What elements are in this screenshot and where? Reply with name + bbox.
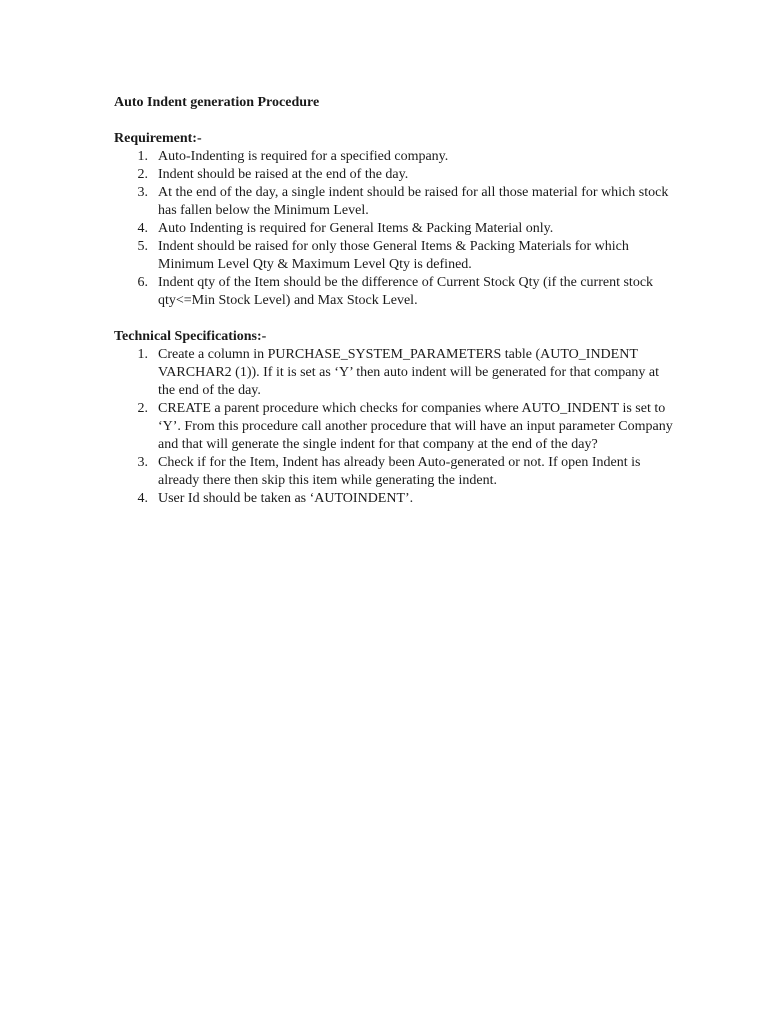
technical-heading: Technical Specifications:- <box>114 329 267 344</box>
item-text: User Id should be taken as ‘AUTOINDENT’. <box>158 491 414 506</box>
item-number: 6. <box>137 275 148 290</box>
item-text: Create a column in PURCHASE_SYSTEM_PARAMETERS table (AUTO_INDENT VARCHAR2 (1)). If it is set as ‘Y’ then auto indent will be generated for that company at the end of the day. <box>158 347 660 398</box>
list-item <box>114 400 674 454</box>
list-item <box>114 166 674 184</box>
item-text: Indent should be raised for only those General Items & Packing Materials for which Minimum Level Qty & Maximum Level Qty is defined. <box>158 239 629 272</box>
document-title: Auto Indent generation Procedure <box>114 95 320 110</box>
item-text: At the end of the day, a single indent should be raised for all those material for which stock has fallen below the Minimum Level. <box>158 185 669 218</box>
item-number: 1. <box>137 347 148 362</box>
item-text: Auto-Indenting is required for a specified company. <box>158 149 449 164</box>
requirement-list <box>114 148 674 310</box>
item-number: 2. <box>137 401 148 416</box>
list-item <box>114 220 674 238</box>
item-number: 3. <box>137 455 148 470</box>
document-page <box>114 94 674 526</box>
item-number: 3. <box>137 185 148 200</box>
technical-list <box>114 346 674 508</box>
item-text: Indent qty of the Item should be the difference of Current Stock Qty (if the current stock qty<=Min Stock Level) and Max Stock Level. <box>158 275 654 308</box>
item-text: CREATE a parent procedure which checks for companies where AUTO_INDENT is set to ‘Y’. From this procedure call another procedure that will have an input parameter Company and that will generate the single indent for that company at the end of the day? <box>158 401 673 452</box>
item-number: 4. <box>137 491 148 506</box>
item-text: Indent should be raised at the end of the day. <box>158 167 409 182</box>
list-item <box>114 238 674 274</box>
list-item <box>114 454 674 490</box>
item-number: 4. <box>137 221 148 236</box>
list-item <box>114 346 674 400</box>
list-item <box>114 274 674 310</box>
list-item <box>114 184 674 220</box>
item-text: Auto Indenting is required for General Items & Packing Material only. <box>158 221 554 236</box>
item-text: Check if for the Item, Indent has already been Auto-generated or not. If open Indent is already there then skip this item while generating the indent. <box>158 455 641 488</box>
item-number: 1. <box>137 149 148 164</box>
requirement-heading: Requirement:- <box>114 131 202 146</box>
list-item <box>114 148 674 166</box>
list-item <box>114 490 674 508</box>
item-number: 2. <box>137 167 148 182</box>
item-number: 5. <box>137 239 148 254</box>
